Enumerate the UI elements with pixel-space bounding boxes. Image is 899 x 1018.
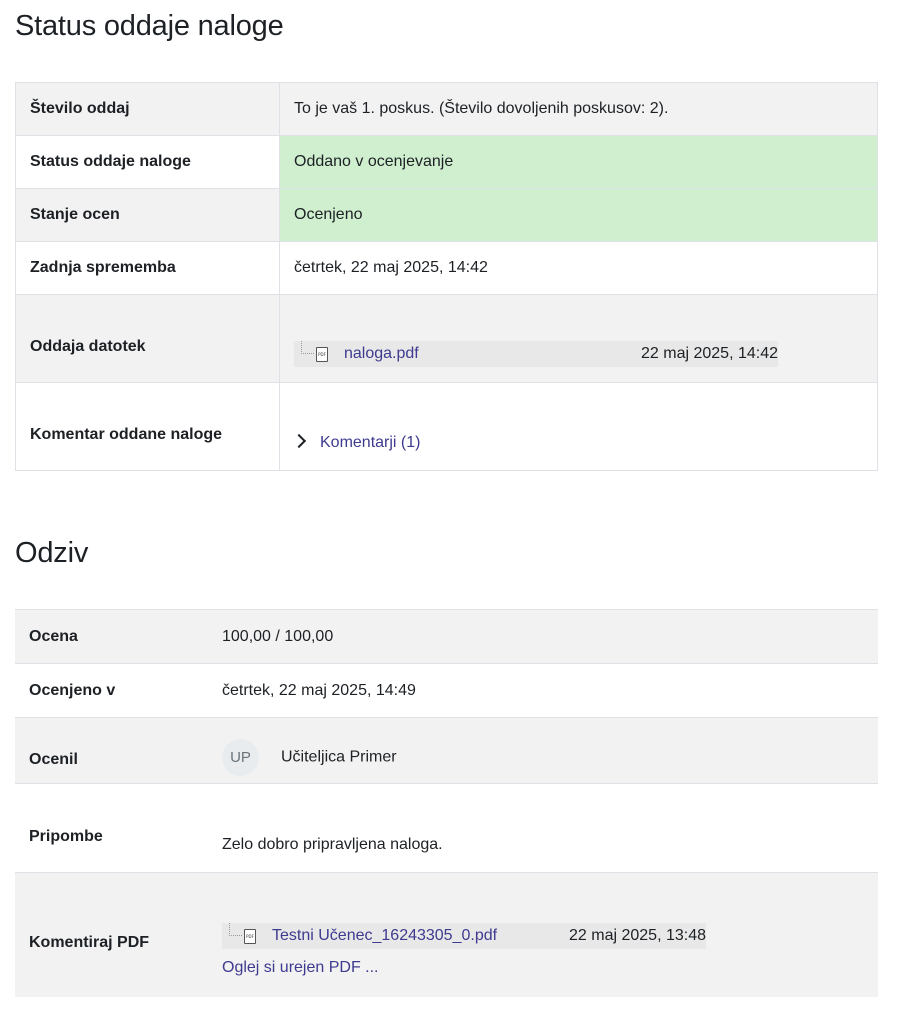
annotate-pdf-label: Komentiraj PDF	[15, 873, 208, 997]
pdf-file-icon: PDF	[316, 347, 328, 362]
submission-status-label: Status oddaje naloge	[16, 136, 280, 189]
view-annotated-pdf-link[interactable]: Oglej si urejen PDF ...	[222, 958, 379, 976]
last-modified-label: Zadnja sprememba	[16, 242, 280, 295]
submitted-file-date: 22 maj 2025, 14:42	[641, 344, 778, 362]
annotated-file-date: 22 maj 2025, 13:48	[569, 926, 706, 944]
file-submission-cell	[280, 295, 878, 383]
file-entry	[222, 923, 706, 949]
grading-status-label: Stanje ocen	[16, 189, 280, 242]
table-row	[15, 873, 878, 997]
table-row	[15, 610, 878, 664]
file-entry	[294, 341, 778, 367]
graded-on-label: Ocenjeno v	[15, 664, 208, 718]
avatar[interactable]: UP	[222, 739, 259, 776]
table-row	[16, 83, 878, 136]
feedback-comments-label: Pripombe	[15, 784, 208, 873]
submission-status-table	[15, 82, 878, 471]
table-row	[15, 784, 878, 873]
tree-connector	[301, 341, 314, 354]
attempts-label: Število oddaj	[16, 83, 280, 136]
submission-comments-label: Komentar oddane naloge	[16, 383, 280, 471]
annotate-pdf-cell	[208, 873, 878, 997]
table-row	[16, 295, 878, 383]
grading-status-value: Ocenjeno	[280, 189, 878, 242]
annotated-file-link[interactable]: Testni Učenec_16243305_0.pdf	[272, 926, 498, 944]
table-row	[16, 136, 878, 189]
table-row	[15, 718, 878, 784]
graded-by-cell	[208, 718, 878, 784]
submission-status-value: Oddano v ocenjevanje	[280, 136, 878, 189]
comments-toggle-link[interactable]: Komentarji (1)	[320, 434, 421, 451]
graded-by-label: Ocenil	[15, 718, 208, 784]
feedback-comments-value: Zelo dobro pripravljena naloga.	[208, 784, 878, 873]
feedback-heading: Odziv	[15, 537, 89, 569]
pdf-file-icon: PDF	[244, 929, 256, 944]
grade-value: 100,00 / 100,00	[208, 610, 878, 664]
table-row	[16, 189, 878, 242]
feedback-table	[15, 609, 878, 997]
table-row	[16, 242, 878, 295]
grade-label: Ocena	[15, 610, 208, 664]
last-modified-value: četrtek, 22 maj 2025, 14:42	[280, 242, 878, 295]
attempts-value: To je vaš 1. poskus. (Število dovoljenih poskusov: 2).	[280, 83, 878, 136]
graded-on-value: četrtek, 22 maj 2025, 14:49	[208, 664, 878, 718]
submission-comments-cell	[280, 383, 878, 471]
table-row	[16, 383, 878, 471]
tree-connector	[229, 923, 242, 936]
grader-name[interactable]: Učiteljica Primer	[281, 748, 397, 766]
file-submission-label: Oddaja datotek	[16, 295, 280, 383]
submitted-file-link[interactable]: naloga.pdf	[344, 344, 419, 362]
chevron-right-icon[interactable]	[292, 434, 306, 448]
table-row	[15, 664, 878, 718]
submission-status-heading: Status oddaje naloge	[15, 10, 284, 42]
